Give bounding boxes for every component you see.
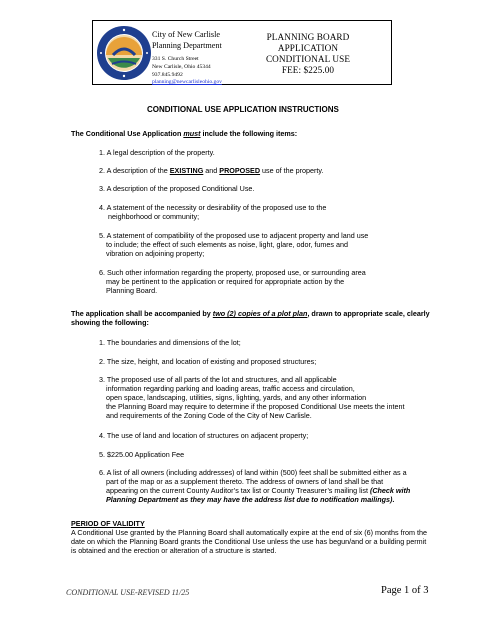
- section1-item-4-line-2: neighborhood or community;: [108, 212, 200, 221]
- section1-item-1: 1. A legal description of the property.: [99, 148, 215, 157]
- section1-item-3: 3. A description of the proposed Conditional Use.: [99, 184, 255, 193]
- header-title-line-1: PLANNING BOARD: [266, 32, 350, 42]
- header-fee-line: FEE: $225.00: [281, 65, 335, 75]
- section2-item-6-line-1: 6. A list of all owners (including addresses) of land within (500) feet shall be submitted either as a: [99, 468, 407, 477]
- section2-item-3-line-4: the Planning Board may require to determine if the proposed Conditional Use meets the intent: [106, 402, 405, 411]
- section2-intro-line-1: The application shall be accompanied by two (2) copies of a plot plan, drawn to appropriate scale, clearly: [71, 309, 430, 318]
- validity-line-1: A Conditional Use granted by the Planning Board shall automatically expire at the end of six (6) months from the: [71, 528, 427, 537]
- section1-item-6-line-1: 6. Such other information regarding the property, proposed use, or surrounding area: [99, 268, 366, 277]
- section2-item-6-line-3: appearing on the current County Auditor’s tax list or County Treasurer’s mailing list (Check with: [106, 486, 411, 495]
- section2-intro-line-2: showing the following:: [71, 318, 149, 327]
- section1-item-5-line-2: to include; the effect of such elements as noise, light, glare, odor, fumes and: [106, 240, 348, 249]
- section1-item-6-line-2: may be pertinent to the application or required for appropriate action by the: [106, 277, 345, 286]
- section2-item-3-line-1: 3. The proposed use of all parts of the lot and structures, and all applicable: [99, 375, 337, 384]
- section1-item-5-line-3: vibration on adjoining property;: [106, 249, 205, 258]
- header-title-line-3: CONDITIONAL USE: [265, 54, 351, 64]
- section1-item-2: 2. A description of the EXISTING and PROPOSED use of the property.: [99, 166, 324, 175]
- section2-item-6-line-2: part of the map or as a supplement thereto. The address of owners of land shall be that: [106, 477, 384, 486]
- section1-item-5-line-1: 5. A statement of compatibility of the proposed use to adjacent property and land use: [99, 231, 369, 240]
- section2-item-4: 4. The use of land and location of structures on adjacent property;: [99, 431, 309, 440]
- page-number: Page 1 of 3: [381, 585, 429, 596]
- page-title: CONDITIONAL USE APPLICATION INSTRUCTIONS: [147, 105, 339, 114]
- header-title-line-2: APPLICATION: [277, 43, 339, 53]
- section2-item-3-line-5: and requirements of the Zoning Code of the City of New Carlisle.: [106, 411, 312, 420]
- section2-item-2: 2. The size, height, and location of existing and proposed structures;: [99, 357, 317, 366]
- validity-line-2: date on which the Planning Board grants the Conditional Use unless the use has begun/and or a building permit: [71, 537, 427, 546]
- section2-item-3-line-3: open space, landscaping, utilities, signs, lighting, yards, and any other information: [106, 393, 367, 402]
- section2-item-6-line-4: Planning Department as they may have the address list due to notification mailings).: [106, 495, 395, 504]
- city-seal-logo: [96, 25, 152, 81]
- section2-item-5: 5. $225.00 Application Fee: [99, 450, 185, 459]
- section1-item-6-line-3: Planning Board.: [106, 286, 158, 295]
- section2-item-3-line-2: information regarding parking and loading areas, traffic access and circulation,: [106, 384, 355, 393]
- validity-heading: PERIOD OF VALIDITY: [71, 519, 145, 528]
- section2-item-1: 1. The boundaries and dimensions of the lot;: [99, 338, 241, 347]
- city-line: New Carlisle, Ohio 45344: [152, 64, 211, 70]
- revision-footer: CONDITIONAL USE-REVISED 11/25: [66, 588, 190, 597]
- org-name: City of New Carlisle: [152, 30, 220, 39]
- address-line: 331 S. Church Street: [152, 56, 199, 62]
- phone-number: 937.845.9492: [152, 72, 183, 78]
- department-name: Planning Department: [152, 41, 222, 50]
- section1-item-4-line-1: 4. A statement of the necessity or desirability of the proposed use to the: [99, 203, 327, 212]
- validity-line-3: is obtained and the erection or alteration of a structure is started.: [71, 546, 277, 555]
- email-link[interactable]: planning@newcarlisleohio.gov: [152, 79, 222, 85]
- section1-intro: The Conditional Use Application must include the following items:: [71, 129, 298, 138]
